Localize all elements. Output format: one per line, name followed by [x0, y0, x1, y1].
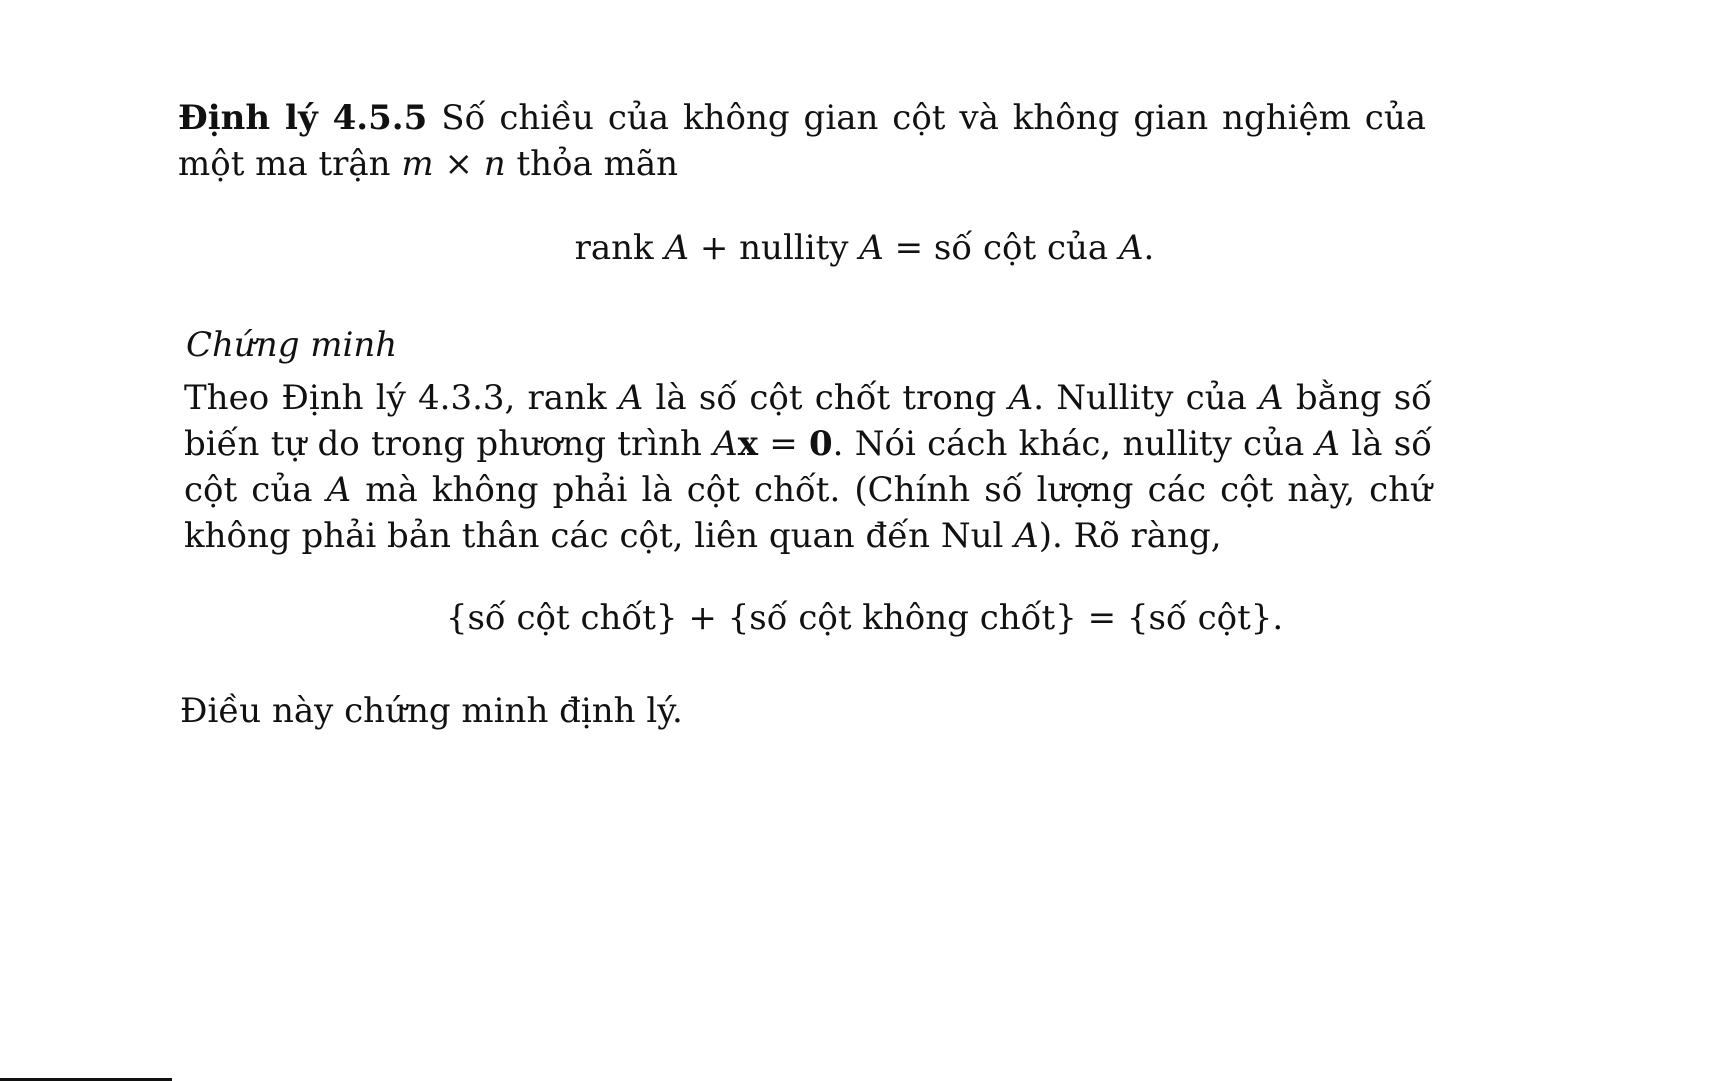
proof-text: là số cột của: [184, 424, 1432, 510]
proof-var-a: A: [326, 470, 352, 510]
proof-paragraph: [184, 375, 1432, 559]
proof-text: mà không phải là cột chốt. (Chính số lượng các cột này, chứ không phải bản thân các cột, liên quan đến Nul: [184, 470, 1433, 556]
proof-text: ). Rõ ràng,: [1038, 516, 1222, 556]
column-count-equation: {số cột chốt} + {số cột không chốt} = {số cột}.: [445, 598, 1284, 638]
equation-var-a: A: [1118, 228, 1144, 268]
proof-title: Chứng minh: [186, 325, 398, 365]
proof-zero-vector: 0: [809, 424, 833, 464]
proof-vector-x: x: [737, 424, 758, 464]
proof-var-a: A: [1315, 424, 1341, 464]
proof-text: là số cột chốt trong: [643, 378, 1009, 418]
theorem-text-end: thỏa mãn: [505, 144, 678, 184]
conclusion-text: Điều này chứng minh định lý.: [180, 691, 683, 731]
proof-text: . Nullity của: [1033, 378, 1260, 418]
rank-nullity-equation: [0, 225, 1729, 271]
theorem-text: Số chiều của không gian cột và không gian nghiệm của một ma trận: [178, 98, 1426, 184]
proof-equals: =: [757, 424, 809, 464]
proof-text: Theo Định lý 4.3.3, rank: [184, 378, 619, 418]
equation-period: .: [1143, 228, 1155, 268]
theorem-var-n: n: [483, 144, 506, 184]
equation-rhs-text: = số cột của: [883, 228, 1119, 268]
proof-text: . Nói cách khác, nullity của: [832, 424, 1316, 464]
equation-nullity-label: + nullity: [689, 228, 860, 268]
equation-var-a: A: [859, 228, 884, 268]
equation-rank-label: rank: [574, 228, 665, 268]
proof-var-a: A: [1259, 378, 1284, 418]
proof-var-a: A: [713, 424, 738, 464]
theorem-paragraph: [178, 95, 1426, 187]
theorem-var-m: m: [401, 144, 434, 184]
proof-var-a: A: [618, 378, 644, 418]
proof-var-a: A: [1014, 516, 1039, 556]
equation-var-a: A: [664, 228, 690, 268]
proof-var-a: A: [1008, 378, 1034, 418]
proof-text: bằng số biến tự do trong phương trình: [184, 378, 1432, 464]
theorem-heading: Định lý 4.5.5: [178, 98, 428, 138]
theorem-times-symbol: ×: [433, 144, 484, 184]
